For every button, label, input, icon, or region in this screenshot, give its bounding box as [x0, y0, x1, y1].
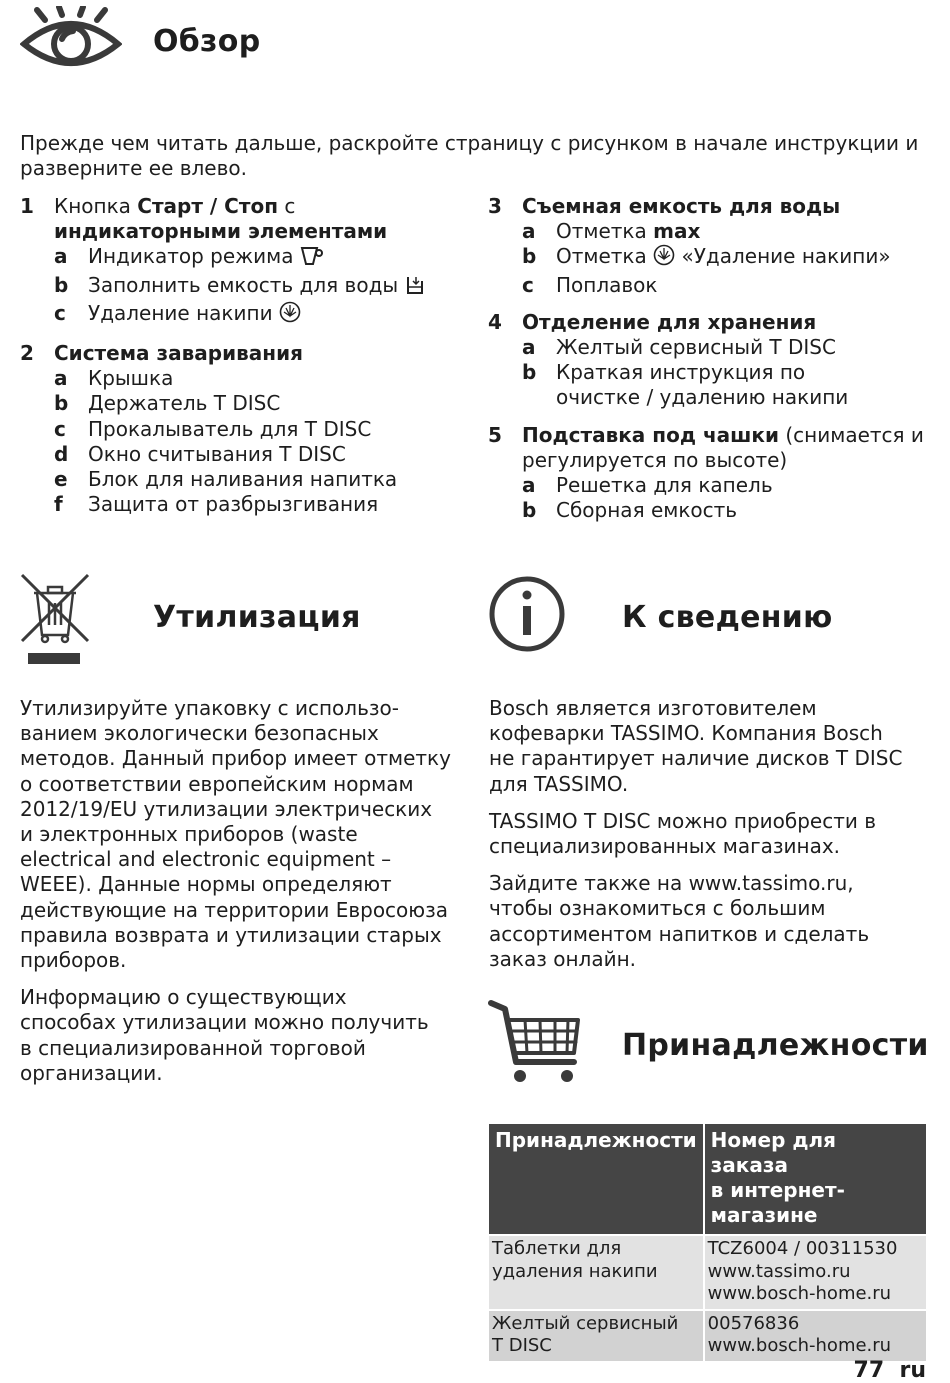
- overview-list-left: [20, 194, 470, 517]
- disposal-paragraph-2: Информацию о существующих способах утилизации можно получить в специализированной торговой организации.: [20, 985, 429, 1085]
- info-paragraph-1: Bosch является изготовителем кофеварки TASSIMO. Компания Bosch не гарантирует наличие дисков T DISC для TASSIMO.: [489, 696, 903, 796]
- water-tank-icon: [405, 275, 425, 301]
- cup-icon: [300, 246, 324, 272]
- list-subitem: a Индикатор режима: [54, 244, 470, 272]
- list-subitem: d Окно считывания T DISC: [54, 441, 346, 466]
- page-number: 77: [853, 1358, 885, 1383]
- page-footer: [854, 1358, 926, 1383]
- table-row: [489, 1236, 926, 1309]
- eye-icon: [20, 6, 122, 72]
- overview-intro: Прежде чем читать дальше, раскройте страницу с рисунком в начале инструкции и разверните ее влево.: [20, 131, 919, 181]
- list-subitem: c Прокалыватель для T DISC: [54, 416, 372, 441]
- disposal-heading: Утилизация: [153, 600, 361, 635]
- language-code: ru: [899, 1358, 926, 1383]
- disposal-paragraph-1: Утилизируйте упаковку с использо- ванием экологически безопасных методов. Данный прибор имеет отметку о соответствии европейским нормам 2012/19/EU утилизации электрических и электронных приборов (waste electrical and electronic equipment – WEEE). Данные нормы определяют действующие на территории Евросоюза правила возврата и утилизации старых приборов.: [20, 696, 451, 973]
- list-subitem: a Желтый сервисный T DISC: [522, 335, 836, 360]
- info-text: [489, 696, 934, 972]
- shopping-cart-icon: [488, 998, 583, 1086]
- accessories-table: [487, 1122, 928, 1363]
- table-cell-name: Желтый сервисный T DISC: [489, 1311, 703, 1361]
- table-cell-order: 00576836 www.bosch-home.ru: [705, 1311, 926, 1361]
- list-item-2: 2 Система заваривания a Крышка b Держатель T DISC c Прокалыватель для T DISC d Окно считывания T DISC e Блок для наливания напитка f Защита от разбрызгивания: [20, 341, 470, 517]
- recycle-bin-icon: [20, 573, 90, 667]
- overview-list-right: [488, 194, 933, 523]
- list-subitem: a Крышка: [54, 366, 174, 391]
- list-subitem: a Отметка max: [522, 219, 701, 244]
- list-subitem: a Решетка для капель: [522, 473, 773, 498]
- list-item-5: 5 Подставка под чашки (снимается и регулируется по высоте) a Решетка для капель b Сборная емкость: [488, 423, 933, 524]
- list-subitem: e Блок для наливания напитка: [54, 467, 398, 492]
- column-header-accessory: Принадлежности: [489, 1124, 703, 1234]
- accessories-heading: Принадлежности: [622, 1028, 929, 1063]
- table-cell-order: TCZ6004 / 00311530 www.tassimo.ru www.bosch-home.ru: [705, 1236, 926, 1309]
- info-icon: [488, 575, 566, 653]
- table-cell-name: Таблетки для удаления накипи: [489, 1236, 703, 1309]
- info-paragraph-3: Зайдите также на www.tassimo.ru, чтобы ознакомиться с большим ассортиментом напитков и сделать заказ онлайн.: [489, 871, 870, 971]
- list-subitem: b Краткая инструкция по очистке / удалению накипи: [522, 360, 849, 410]
- list-item-1: 1 Кнопка Старт / Стоп с индикаторными элементами a Индикатор режима b Заполнить емкость для воды c Удаление накипи: [20, 194, 470, 329]
- descale-icon: [279, 301, 301, 329]
- list-subitem: b Заполнить емкость для воды: [54, 273, 470, 301]
- list-subitem: b Сборная емкость: [522, 498, 738, 523]
- info-heading: К сведению: [622, 600, 833, 635]
- overview-heading: Обзор: [153, 24, 261, 59]
- table-header-row: [489, 1124, 926, 1234]
- info-paragraph-2: TASSIMO T DISC можно приобрести в специализированных магазинах.: [489, 808, 877, 859]
- list-subitem: c Удаление накипи: [54, 301, 470, 329]
- list-subitem: c Поплавок: [522, 272, 658, 297]
- descale-icon: [653, 244, 675, 272]
- table-row: [489, 1311, 926, 1361]
- list-item-4: 4 Отделение для хранения a Желтый сервисный T DISC b Краткая инструкция по очистке / удалению накипи: [488, 310, 933, 411]
- list-subitem: f Защита от разбрызгивания: [54, 492, 379, 517]
- column-header-order-number: Номер для заказа в интернет- магазине: [705, 1124, 926, 1234]
- disposal-text: [20, 696, 470, 1086]
- list-subitem: b Отметка «Удаление накипи»: [522, 244, 933, 272]
- list-subitem: b Держатель T DISC: [54, 391, 281, 416]
- list-item-3: 3 Съемная емкость для воды a Отметка max b Отметка «Удаление накипи» c Поплавок: [488, 194, 933, 298]
